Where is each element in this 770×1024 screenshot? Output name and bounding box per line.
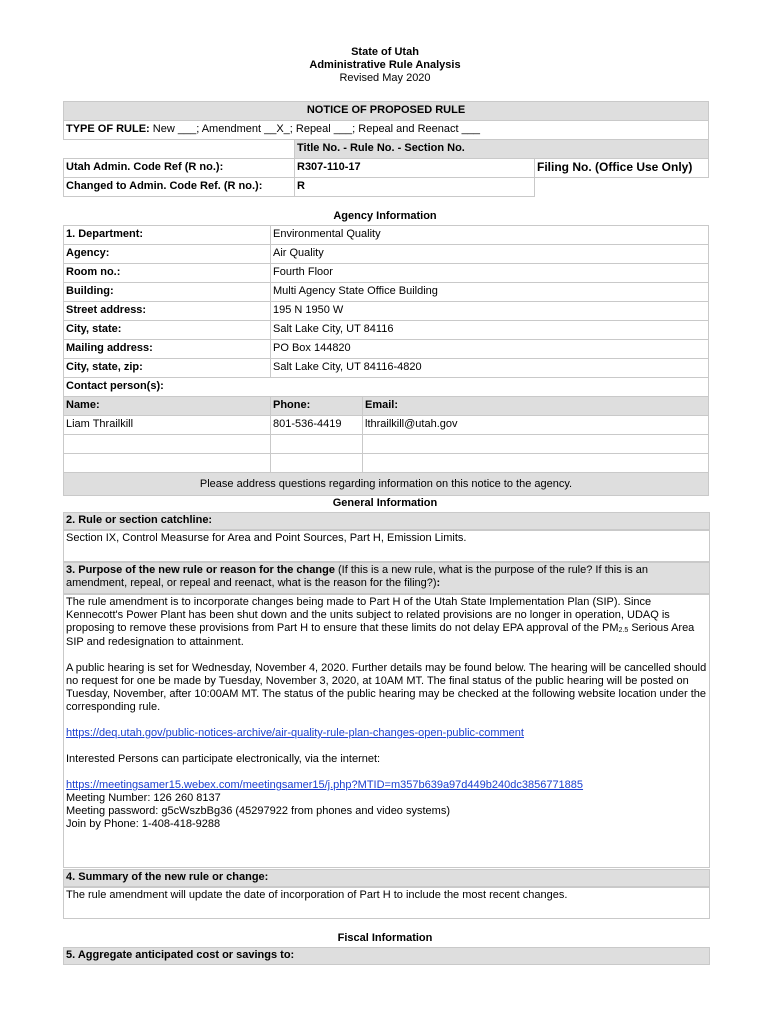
agency-table [63,225,709,496]
section-3-body [63,594,710,868]
empty-contact-cell [64,454,271,473]
contact-phone: 801-536-4419 [271,416,363,435]
section-5-label: 5. Aggregate anticipated cost or savings to: [63,947,710,965]
agency-value: Air Quality [271,245,709,264]
contact-email: lthrailkill@utah.gov [363,416,709,435]
type-of-rule-options: New ___; Amendment __X_; Repeal ___; Repeal and Reenact ___ [152,123,480,135]
code-ref-label: Utah Admin. Code Ref (R no.): [64,159,295,178]
room-value: Fourth Floor [271,264,709,283]
department-label: 1. Department: [64,226,271,245]
filing-no-label: Filing No. (Office Use Only) [535,159,709,178]
revision-date: Revised May 2020 [339,72,431,84]
email-header: Email: [363,397,709,416]
city-state-zip-value: Salt Lake City, UT 84116-4820 [271,359,709,378]
building-label: Building: [64,283,271,302]
agency-label: Agency: [64,245,271,264]
empty-contact-cell [64,435,271,454]
phone-header: Phone: [271,397,363,416]
state-heading: State of Utah [351,46,419,58]
room-label: Room no.: [64,264,271,283]
changed-to-value: R [295,178,535,197]
section-4-label: 4. Summary of the new rule or change: [63,869,710,887]
form-title: Administrative Rule Analysis [309,59,461,71]
agency-info-heading: Agency Information [333,210,437,222]
join-by-phone: Join by Phone: 1-408-418-9288 [66,818,221,830]
title-no-label: Title No. - Rule No. - Section No. [295,140,709,159]
section-4-text: The rule amendment will update the date of incorporation of Part H to include the most recent changes. [63,887,710,919]
meeting-password: Meeting password: g5cWszbBg36 (45297922 from phones and video systems) [66,805,450,817]
blank-cell [535,178,709,197]
section-3-paragraph-1 [66,596,707,649]
empty-contact-cell [271,435,363,454]
notice-title: NOTICE OF PROPOSED RULE [64,102,709,121]
pm-subscript: 2.5 [618,627,629,634]
building-value: Multi Agency State Office Building [271,283,709,302]
section-2-label: 2. Rule or section catchline: [63,512,710,530]
section-3-colon: : [436,577,441,589]
contact-name: Liam Thrailkill [64,416,271,435]
mailing-address-label: Mailing address: [64,340,271,359]
meeting-number: Meeting Number: 126 260 8137 [66,792,221,804]
general-info-heading: General Information [332,497,438,509]
webex-meeting-link[interactable]: https://meetingsamer15.webex.com/meetingsamer15/j.php?MTID=m357b639a97d449b240dc3856771885 [66,779,584,791]
section-3-paragraph-3: Interested Persons can participate electronically, via the internet: [66,753,381,765]
street-address-value: 195 N 1950 W [271,302,709,321]
section-3-title: 3. Purpose of the new rule or reason for the change [66,564,335,576]
blank-cell [64,140,295,159]
section-3-paragraph-1-text: The rule amendment is to incorporate changes being made to Part H of the Utah State Implementation Plan (SIP). Since Kennecott's Power Plant has been shut down and the units subject to related provisions are no longer in operation, UDAQ is proposing to remove these provisions from Part H to ensure that these limits do not delay EPA approval of the PM [66,596,670,634]
notice-table [63,101,709,197]
type-of-rule-row [64,121,709,140]
section-3-paragraph-2: A public hearing is set for Wednesday, November 4, 2020. Further details may be found below. The hearing will be cancelled should no request for one be made by Tuesday, November 3, 2020, at 10AM MT. The final status of the public hearing will be posted on Tuesday, November, after 10:00AM MT. The status of the public hearing may be checked at the following website location under the corresponding rule. [66,662,707,713]
empty-contact-cell [363,435,709,454]
section-3-paragraph-1-end: Serious Area SIP and redesignation to attainment. [66,622,695,648]
public-notices-link[interactable]: https://deq.utah.gov/public-notices-archive/air-quality-rule-plan-changes-open-public-comment [66,727,524,739]
empty-contact-cell [363,454,709,473]
department-value: Environmental Quality [271,226,709,245]
fiscal-info-heading: Fiscal Information [337,932,433,944]
section-3-label [63,562,710,594]
section-3-hint: (If this is a new rule, what is the purpose of the rule? If this is an amendment, repeal, or repeal and reenact, what is the reason for the filing?) [66,564,648,589]
city-state-zip-label: City, state, zip: [64,359,271,378]
code-ref-value: R307-110-17 [295,159,535,178]
city-state-value: Salt Lake City, UT 84116 [271,321,709,340]
name-header: Name: [64,397,271,416]
agency-note: Please address questions regarding information on this notice to the agency. [64,473,709,496]
section-2-text: Section IX, Control Measurse for Area and Point Sources, Part H, Emission Limits. [63,530,710,562]
empty-contact-cell [271,454,363,473]
mailing-address-value: PO Box 144820 [271,340,709,359]
type-of-rule-label: TYPE OF RULE: [66,123,150,135]
contact-persons-label: Contact person(s): [64,378,709,397]
street-address-label: Street address: [64,302,271,321]
city-state-label: City, state: [64,321,271,340]
changed-to-label: Changed to Admin. Code Ref. (R no.): [64,178,295,197]
